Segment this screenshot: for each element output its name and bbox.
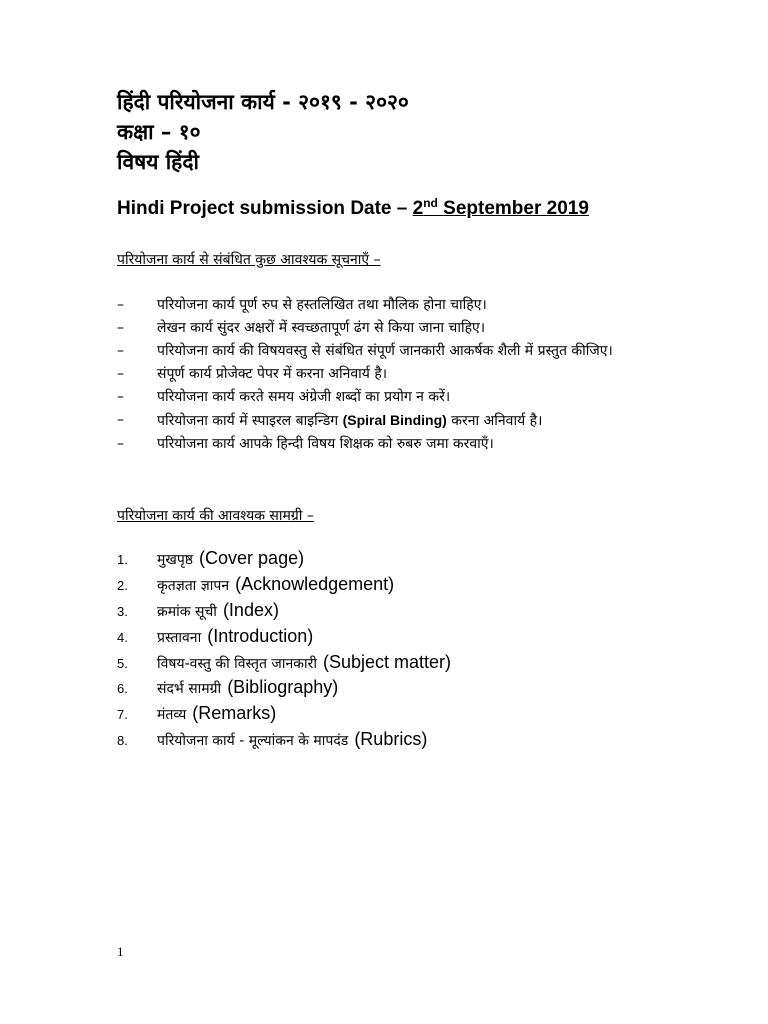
material-english: (Index)	[222, 599, 279, 620]
note-dash: –	[117, 297, 124, 313]
material-english: (Remarks)	[192, 703, 277, 724]
material-english: (Rubrics)	[354, 729, 428, 750]
materials-list	[117, 548, 451, 755]
note-dash: –	[117, 436, 124, 452]
note-item	[117, 433, 657, 456]
material-number: 4.	[117, 629, 128, 645]
note-text: लेखन कार्य सुंदर अक्षरों में स्वच्छतापूर्ण ढंग से किया जाना चाहिए।	[157, 320, 486, 336]
note-text-english: (Spiral Binding)	[342, 412, 447, 428]
material-english: (Cover page)	[199, 548, 305, 568]
notes-heading: परियोजना कार्य से संबंधित कुछ आवश्यक सूचनाएँ –	[117, 252, 381, 268]
material-item	[117, 652, 451, 678]
note-text-part: परियोजना कार्य में स्पाइरल बाइन्डिग	[157, 413, 343, 429]
notes-list	[117, 294, 657, 456]
material-hindi: मुखपृष्ठ	[157, 552, 194, 568]
note-dash: –	[117, 343, 124, 359]
material-hindi: मंतव्य	[157, 707, 187, 724]
material-item	[117, 574, 451, 600]
material-item	[117, 677, 451, 703]
material-english: (Introduction)	[207, 625, 314, 646]
note-item	[117, 363, 657, 386]
note-text: परियोजना कार्य की विषयवस्तु से संबंधित संपूर्ण जानकारी आकर्षक शैली में प्रस्तुत कीजिए।	[157, 343, 613, 359]
note-item	[117, 386, 657, 409]
submission-day: 2	[412, 198, 424, 219]
note-dash: –	[117, 366, 124, 382]
material-number: 8.	[117, 733, 128, 749]
document-header	[117, 87, 409, 177]
material-item	[117, 548, 451, 574]
material-english: (Bibliography)	[227, 677, 339, 698]
note-item	[117, 317, 657, 340]
note-item	[117, 294, 657, 317]
material-number: 6.	[117, 681, 128, 697]
material-item	[117, 626, 451, 652]
material-english: (Subject matter)	[322, 651, 451, 672]
materials-heading: परियोजना कार्य की आवश्यक सामग्री –	[117, 508, 314, 524]
submission-day-suffix: nd	[423, 196, 438, 210]
material-item	[117, 600, 451, 626]
material-number: 1.	[117, 552, 128, 567]
note-text: परियोजना कार्य आपके हिन्दी विषय शिक्षक को रुबरु जमा करवाएँ।	[157, 436, 494, 452]
material-english: (Acknowledgement)	[235, 573, 395, 594]
note-dash: –	[117, 412, 124, 428]
note-dash: –	[117, 320, 124, 336]
material-item	[117, 729, 451, 755]
material-hindi: परियोजना कार्य - मूल्यांकन के मापदंड	[157, 733, 349, 750]
submission-month-year: September 2019	[437, 198, 589, 219]
submission-date-line	[117, 198, 589, 220]
material-hindi: कृतज्ञता ज्ञापन	[157, 577, 230, 594]
subject-line: विषय हिंदी	[117, 150, 199, 174]
note-text: परियोजना कार्य करते समय अंग्रेजी शब्दों का प्रयोग न करें।	[157, 389, 451, 405]
material-number: 3.	[117, 603, 128, 619]
page-number: 1	[117, 944, 124, 959]
class-line: कक्षा – १०	[117, 120, 201, 144]
material-hindi: संदर्भ सामग्री	[157, 681, 222, 698]
note-text: परियोजना कार्य पूर्ण रुप से हस्तलिखित तथा मौलिक होना चाहिए।	[157, 297, 487, 313]
material-number: 5.	[117, 655, 128, 671]
material-number: 7.	[117, 707, 128, 723]
submission-prefix: Hindi Project submission Date –	[117, 198, 413, 219]
note-item	[117, 409, 657, 433]
material-hindi: प्रस्तावना	[157, 629, 202, 646]
project-title: हिंदी परियोजना कार्य - २०१९ - २०२०	[117, 90, 409, 114]
note-text: संपूर्ण कार्य प्रोजेक्ट पेपर में करना अनिवार्य है।	[157, 366, 388, 382]
material-hindi: विषय-वस्तु की विस्तृत जानकारी	[157, 655, 317, 672]
note-item	[117, 340, 657, 363]
note-dash: –	[117, 389, 124, 405]
note-text-part: करना अनिवार्य है।	[446, 413, 543, 429]
material-hindi: क्रमांक सूची	[157, 603, 217, 620]
note-text	[157, 409, 657, 433]
material-item	[117, 703, 451, 729]
material-number: 2.	[117, 577, 128, 593]
submission-date	[413, 198, 589, 219]
